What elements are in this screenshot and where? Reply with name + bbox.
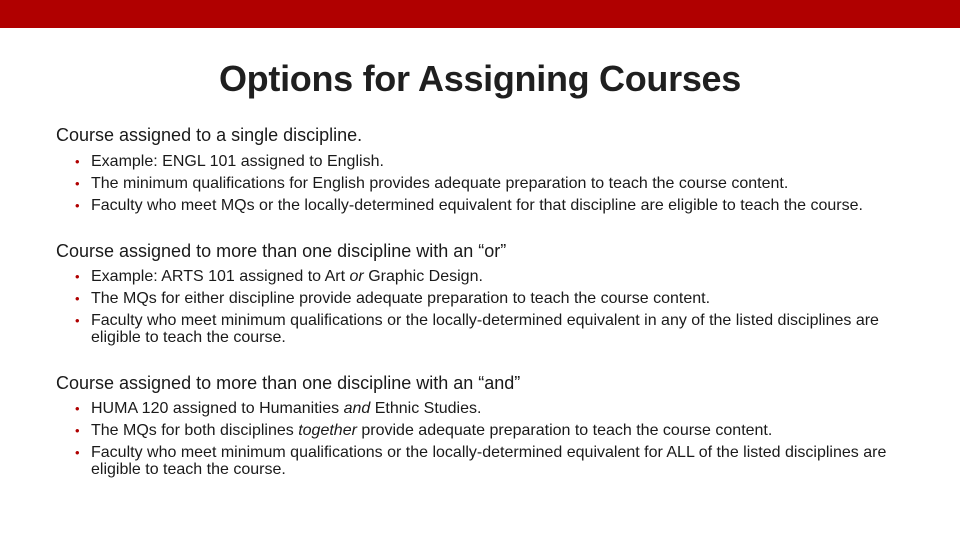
bullet-text: Faculty who meet minimum qualifications or the locally-determined equivalent for ALL of the listed disciplines are eligible to teach the course. [91, 444, 887, 478]
bullet-dot-icon: • [75, 154, 80, 169]
slide-content [56, 124, 916, 504]
bullet-text: Ethnic Studies. [370, 400, 482, 417]
bullet-item [73, 153, 916, 170]
section-3 [56, 372, 916, 478]
bullet-text: The MQs for both disciplines [91, 422, 299, 439]
bullet-text: Example: ENGL 101 assigned to English. [91, 153, 384, 170]
bullet-list [56, 400, 916, 478]
emphasis-text: and [343, 400, 371, 417]
bullet-item [73, 444, 916, 478]
bullet-text: Graphic Design. [363, 268, 483, 285]
bullet-dot-icon: • [75, 445, 80, 460]
bullet-text: provide adequate preparation to teach the course content. [356, 422, 773, 439]
section-heading: Course assigned to a single discipline. [56, 125, 363, 145]
bullet-text: Faculty who meet minimum qualifications or the locally-determined equivalent in any of the listed disciplines are eligible to teach the course. [91, 312, 879, 346]
bullet-text: Faculty who meet MQs or the locally-determined equivalent for that discipline are eligible to teach the course. [91, 197, 863, 214]
bullet-dot-icon: • [75, 401, 80, 416]
bullet-item [73, 422, 916, 439]
section-heading: Course assigned to more than one discipline with an “or” [56, 241, 507, 261]
bullet-list [56, 268, 916, 346]
section-heading: Course assigned to more than one discipline with an “and” [56, 373, 521, 393]
bullet-dot-icon: • [75, 291, 80, 306]
top-accent-bar [0, 0, 960, 28]
bullet-text: The minimum qualifications for English provides adequate preparation to teach the course content. [91, 175, 789, 192]
emphasis-text: together [298, 422, 357, 439]
bullet-text: Example: ARTS 101 assigned to Art [91, 268, 350, 285]
bullet-item [73, 197, 916, 214]
section-1 [56, 124, 916, 214]
bullet-item [73, 268, 916, 285]
emphasis-text: or [349, 268, 364, 285]
bullet-text: HUMA 120 assigned to Humanities [91, 400, 344, 417]
bullet-text: The MQs for either discipline provide adequate preparation to teach the course content. [91, 290, 711, 307]
bullet-item [73, 290, 916, 307]
bullet-item [73, 312, 916, 346]
bullet-item [73, 175, 916, 192]
slide-title: Options for Assigning Courses [218, 58, 741, 99]
bullet-dot-icon: • [75, 198, 80, 213]
bullet-dot-icon: • [75, 313, 80, 328]
bullet-item [73, 400, 916, 417]
section-2 [56, 240, 916, 346]
bullet-dot-icon: • [75, 423, 80, 438]
bullet-dot-icon: • [75, 176, 80, 191]
bullet-list [56, 153, 916, 214]
bullet-dot-icon: • [75, 269, 80, 284]
